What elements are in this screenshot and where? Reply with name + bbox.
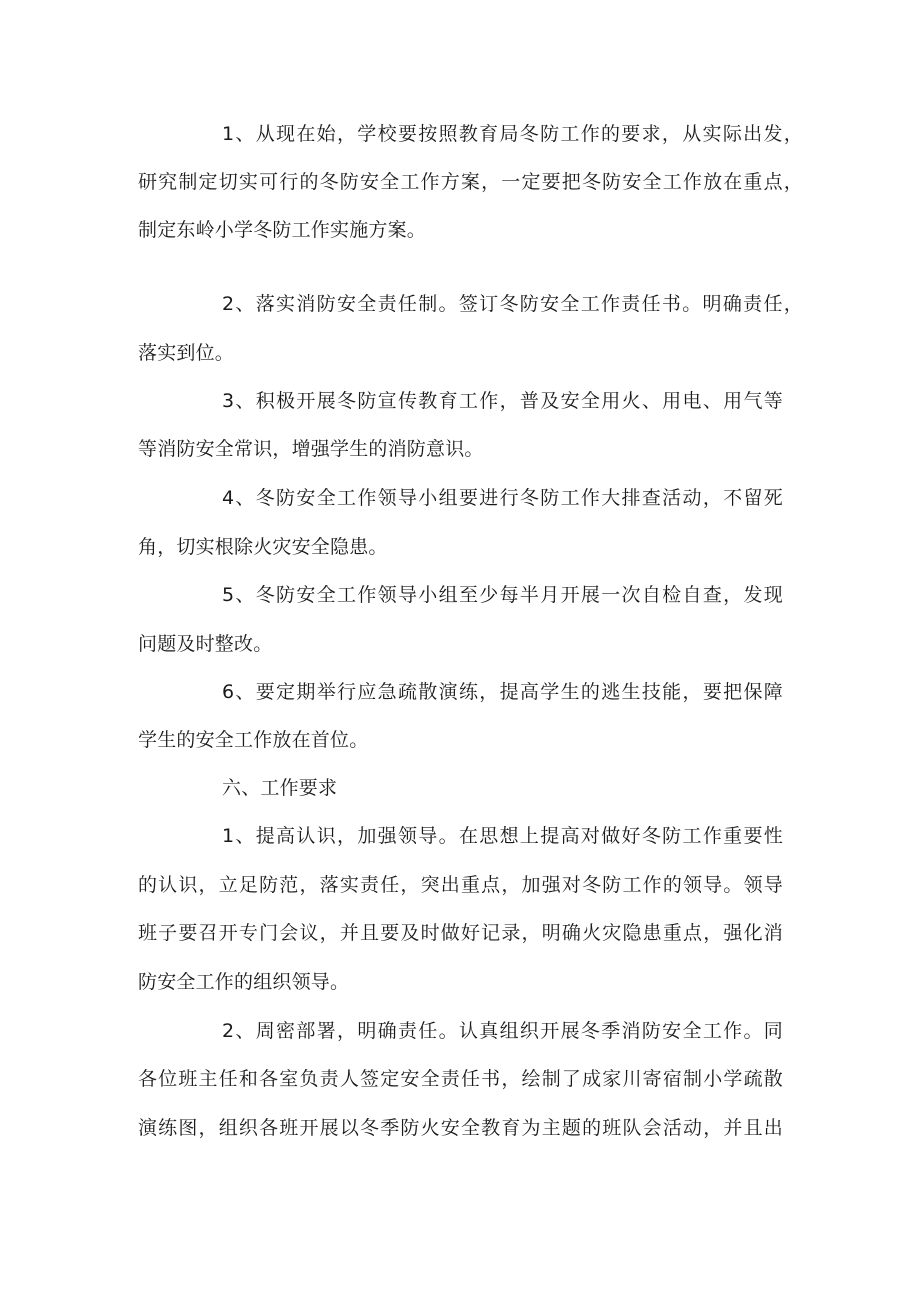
paragraph-2-line-1: 2、落实消防安全责任制。签订冬防安全工作责任书。明确责任， [222,293,803,315]
section-heading-work-requirements: 六、工作要求 [222,777,338,799]
paragraph-9-line-3: 演练图，组织各班开展以冬季防火安全教育为主题的班队会活动，并且出 [138,1117,783,1139]
paragraph-8-line-3: 班子要召开专门会议，并且要及时做好记录，明确火灾隐患重点，强化消 [138,922,783,944]
paragraph-9-line-1: 2、周密部署，明确责任。认真组织开展冬季消防安全工作。同 [222,1020,783,1042]
paragraph-6-line-1: 6、要定期举行应急疏散演练，提高学生的逃生技能，要把保障 [222,681,783,703]
paragraph-1-line-1: 1、从现在始，学校要按照教育局冬防工作的要求，从实际出发， [222,123,803,145]
paragraph-4-line-1: 4、冬防安全工作领导小组要进行冬防工作大排查活动，不留死 [222,487,783,509]
paragraph-8-line-2: 的认识，立足防范，落实责任，突出重点，加强对冬防工作的领导。领导 [138,874,783,896]
paragraph-5-line-2: 问题及时整改。 [138,633,273,655]
paragraph-5-line-1: 5、冬防安全工作领导小组至少每半月开展一次自检自查，发现 [222,584,783,606]
paragraph-6-line-2: 学生的安全工作放在首位。 [138,729,369,751]
paragraph-1-line-3: 制定东岭小学冬防工作实施方案。 [138,219,427,241]
paragraph-3-line-1: 3、积极开展冬防宣传教育工作，普及安全用火、用电、用气等 [222,390,783,412]
paragraph-8-line-1: 1、提高认识，加强领导。在思想上提高对做好冬防工作重要性 [222,825,783,847]
paragraph-9-line-2: 各位班主任和各室负责人签定安全责任书，绘制了成家川寄宿制小学疏散 [138,1068,783,1090]
paragraph-3-line-2: 等消防安全常识，增强学生的消防意识。 [138,438,484,460]
paragraph-1-line-2: 研究制定切实可行的冬防安全工作方案，一定要把冬防安全工作放在重点， [138,171,803,193]
paragraph-4-line-2: 角，切实根除火灾安全隐患。 [138,536,388,558]
paragraph-2-line-2: 落实到位。 [138,342,235,364]
paragraph-8-line-4: 防安全工作的组织领导。 [138,971,350,993]
